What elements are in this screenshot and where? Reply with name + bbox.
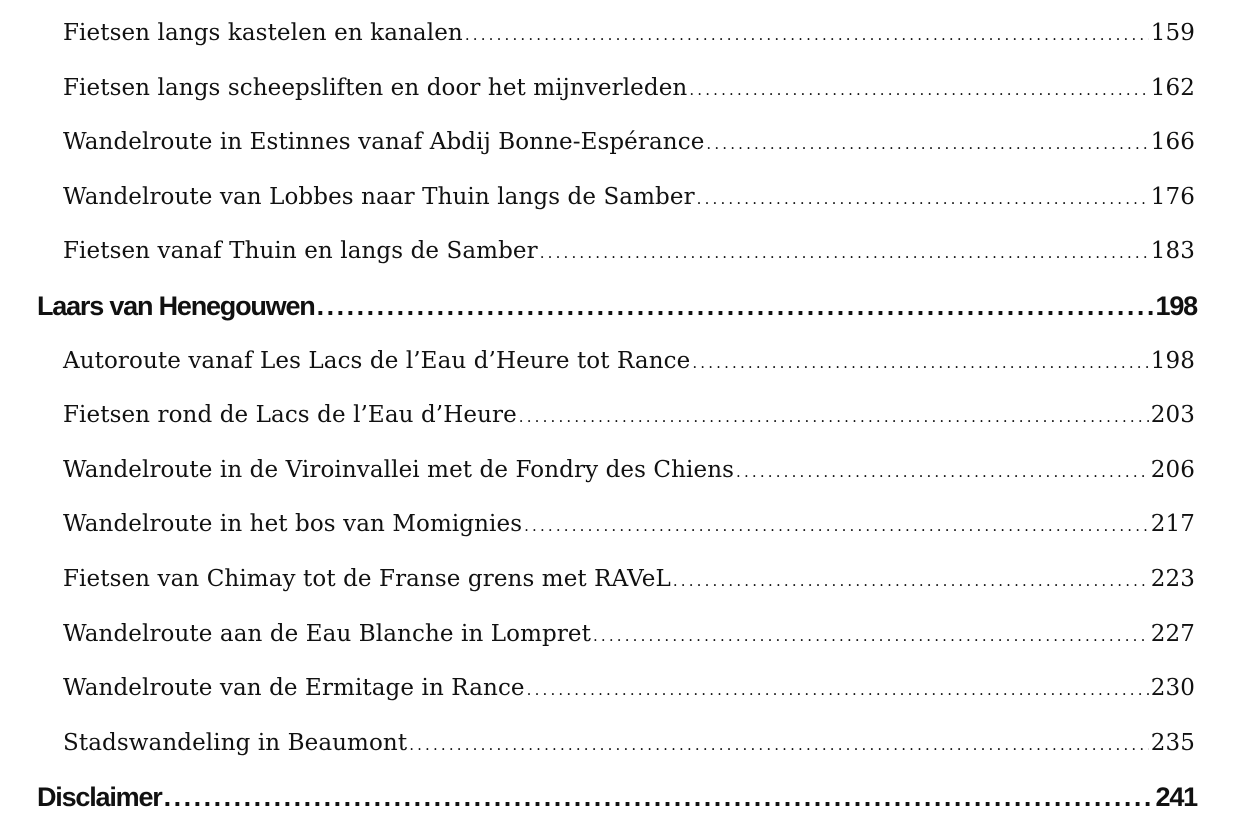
- dot-leader: [689, 75, 1148, 101]
- toc-entry[interactable]: [0, 115, 1239, 170]
- toc-chapter-page: 241: [1155, 782, 1197, 813]
- dot-leader: [692, 348, 1148, 374]
- toc-entry-page: 162: [1150, 74, 1195, 101]
- table-of-contents: [0, 6, 1239, 825]
- toc-entry[interactable]: [0, 334, 1239, 389]
- toc-entry-title: Wandelroute in de Viroinvallei met de Fondry des Chiens: [63, 456, 735, 483]
- toc-chapter-entry[interactable]: [0, 770, 1239, 825]
- toc-chapter-entry[interactable]: [0, 279, 1239, 334]
- dot-leader: [527, 675, 1149, 701]
- toc-entry-page: 230: [1150, 675, 1195, 702]
- dot-leader: [164, 782, 1154, 813]
- toc-entry-title: Fietsen langs kastelen en kanalen: [63, 20, 463, 46]
- dot-leader: [317, 291, 1154, 322]
- dot-leader: [524, 511, 1149, 537]
- toc-entry[interactable]: [0, 716, 1239, 771]
- toc-entry-page: 176: [1150, 183, 1195, 210]
- toc-entry[interactable]: [0, 552, 1239, 607]
- dot-leader: [736, 457, 1149, 483]
- toc-entry-title: Fietsen rond de Lacs de l’Eau d’Heure: [63, 402, 517, 429]
- toc-entry[interactable]: [0, 6, 1239, 61]
- toc-entry[interactable]: [0, 661, 1239, 716]
- toc-entry-page: 203: [1150, 402, 1195, 429]
- toc-entry-page: 217: [1150, 511, 1195, 538]
- dot-leader: [697, 184, 1149, 210]
- dot-leader: [706, 129, 1148, 155]
- toc-entry-title: Autoroute vanaf Les Lacs de l’Eau d’Heure tot Rance: [63, 347, 691, 374]
- toc-entry-page: 198: [1150, 347, 1195, 374]
- toc-entry-page: 235: [1150, 729, 1195, 756]
- dot-leader: [409, 730, 1149, 756]
- toc-entry-title: Wandelroute in Estinnes vanaf Abdij Bonne-Espérance: [63, 129, 705, 156]
- toc-entry[interactable]: [0, 61, 1239, 116]
- toc-entry-page: 223: [1150, 565, 1195, 592]
- toc-entry[interactable]: [0, 170, 1239, 225]
- toc-chapter-page: 198: [1155, 290, 1197, 321]
- toc-entry-title: Wandelroute van Lobbes naar Thuin langs de Samber: [63, 183, 695, 210]
- toc-entry-title: Stadswandeling in Beaumont: [63, 729, 408, 756]
- toc-entry-title: Fietsen vanaf Thuin en langs de Samber: [63, 238, 538, 265]
- toc-entry-page: 227: [1150, 620, 1195, 647]
- toc-entry[interactable]: [0, 388, 1239, 443]
- toc-entry-title: Wandelroute in het bos van Momignies: [63, 511, 523, 538]
- toc-entry-title: Wandelroute van de Ermitage in Rance: [63, 675, 525, 702]
- toc-chapter-title: Laars van Henegouwen: [37, 290, 315, 321]
- toc-entry-title: Wandelroute aan de Eau Blanche in Lompret: [63, 620, 591, 647]
- toc-entry[interactable]: [0, 497, 1239, 552]
- dot-leader: [540, 238, 1149, 264]
- dot-leader: [519, 402, 1149, 428]
- toc-entry-page: 206: [1150, 456, 1195, 483]
- dot-leader: [673, 566, 1149, 592]
- dot-leader: [465, 20, 1149, 46]
- toc-entry[interactable]: [0, 224, 1239, 279]
- toc-entry-page: 183: [1150, 238, 1195, 265]
- toc-entry-title: Fietsen van Chimay tot de Franse grens met RAVeL: [63, 565, 671, 592]
- toc-entry-page: 166: [1150, 129, 1195, 156]
- toc-entry-title: Fietsen langs scheepsliften en door het mijnverleden: [63, 74, 688, 101]
- toc-entry[interactable]: [0, 443, 1239, 498]
- toc-entry-page: 159: [1150, 20, 1195, 46]
- toc-entry[interactable]: [0, 607, 1239, 662]
- dot-leader: [593, 621, 1149, 647]
- toc-chapter-title: Disclaimer: [37, 782, 162, 813]
